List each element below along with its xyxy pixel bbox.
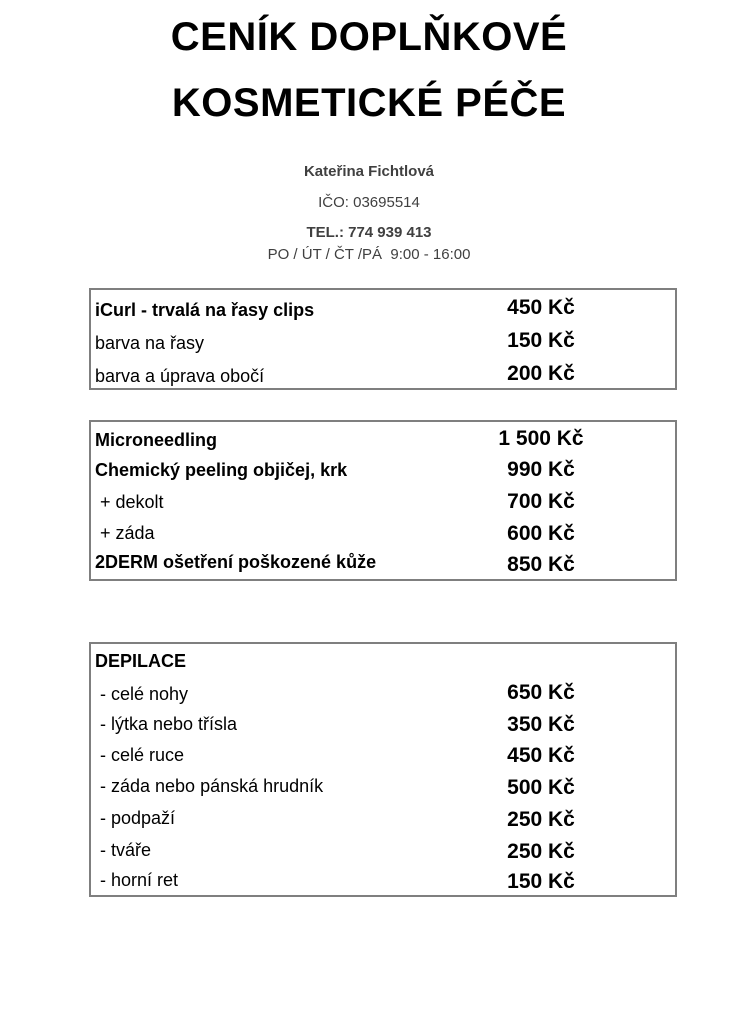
phone-number: TEL.: 774 939 413 [306, 224, 432, 241]
opening-hours: PO / ÚT / ČT /PÁ 9:00 - 16:00 [267, 246, 471, 263]
service-price: 700 Kč [507, 490, 575, 513]
service-price: 990 Kč [507, 458, 575, 481]
service-label: - podpaží [95, 808, 176, 828]
price-row [91, 487, 675, 517]
service-price: 150 Kč [507, 870, 575, 893]
price-row [91, 804, 675, 834]
price-row [91, 867, 675, 897]
price-row [91, 294, 675, 324]
price-row [91, 549, 675, 579]
service-label: - záda nebo pánská hrudník [95, 776, 324, 796]
price-row [91, 836, 675, 866]
service-label: 2DERM ošetření poškozené kůže [95, 552, 377, 572]
service-label: barva na řasy [95, 333, 205, 353]
service-price: 1 500 Kč [498, 427, 584, 450]
price-row [91, 327, 675, 357]
company-id: IČO: 03695514 [318, 194, 420, 211]
service-label: - lýtka nebo třísla [95, 714, 238, 734]
service-label: - celé nohy [95, 684, 189, 704]
price-section-depilation [89, 642, 677, 897]
service-price: 150 Kč [507, 329, 575, 352]
service-label: + záda [95, 523, 155, 543]
page-title-line1: CENÍK DOPLŇKOVÉ [170, 15, 568, 59]
service-price: 250 Kč [507, 840, 575, 863]
service-label: Chemický peeling objičej, krk [95, 460, 348, 480]
price-row [91, 741, 675, 771]
section-heading-row [91, 647, 675, 677]
service-price: 650 Kč [507, 681, 575, 704]
service-price: 350 Kč [507, 713, 575, 736]
service-price: 250 Kč [507, 808, 575, 831]
price-row [91, 772, 675, 802]
price-row [91, 425, 675, 455]
price-row [91, 456, 675, 486]
service-price: 500 Kč [507, 776, 575, 799]
price-section-skin [89, 420, 677, 581]
page-title-line2: KOSMETICKÉ PÉČE [171, 81, 567, 125]
service-label: barva a úprava obočí [95, 366, 265, 386]
service-price: 450 Kč [507, 296, 575, 319]
owner-name: Kateřina Fichtlová [303, 163, 435, 180]
service-label: - tváře [95, 840, 152, 860]
service-price: 450 Kč [507, 744, 575, 767]
service-label: - celé ruce [95, 745, 185, 765]
service-label: iCurl - trvalá na řasy clips [95, 300, 315, 320]
service-label: - horní ret [95, 870, 179, 890]
service-price: 600 Kč [507, 522, 575, 545]
section-heading: DEPILACE [95, 651, 187, 671]
service-label: Microneedling [95, 430, 218, 450]
price-row [91, 710, 675, 740]
price-row [91, 360, 675, 390]
service-price: 850 Kč [507, 553, 575, 576]
price-row [91, 518, 675, 548]
service-label: + dekolt [95, 492, 164, 512]
price-section-lashes [89, 288, 677, 390]
price-row [91, 678, 675, 708]
service-price: 200 Kč [507, 362, 575, 385]
